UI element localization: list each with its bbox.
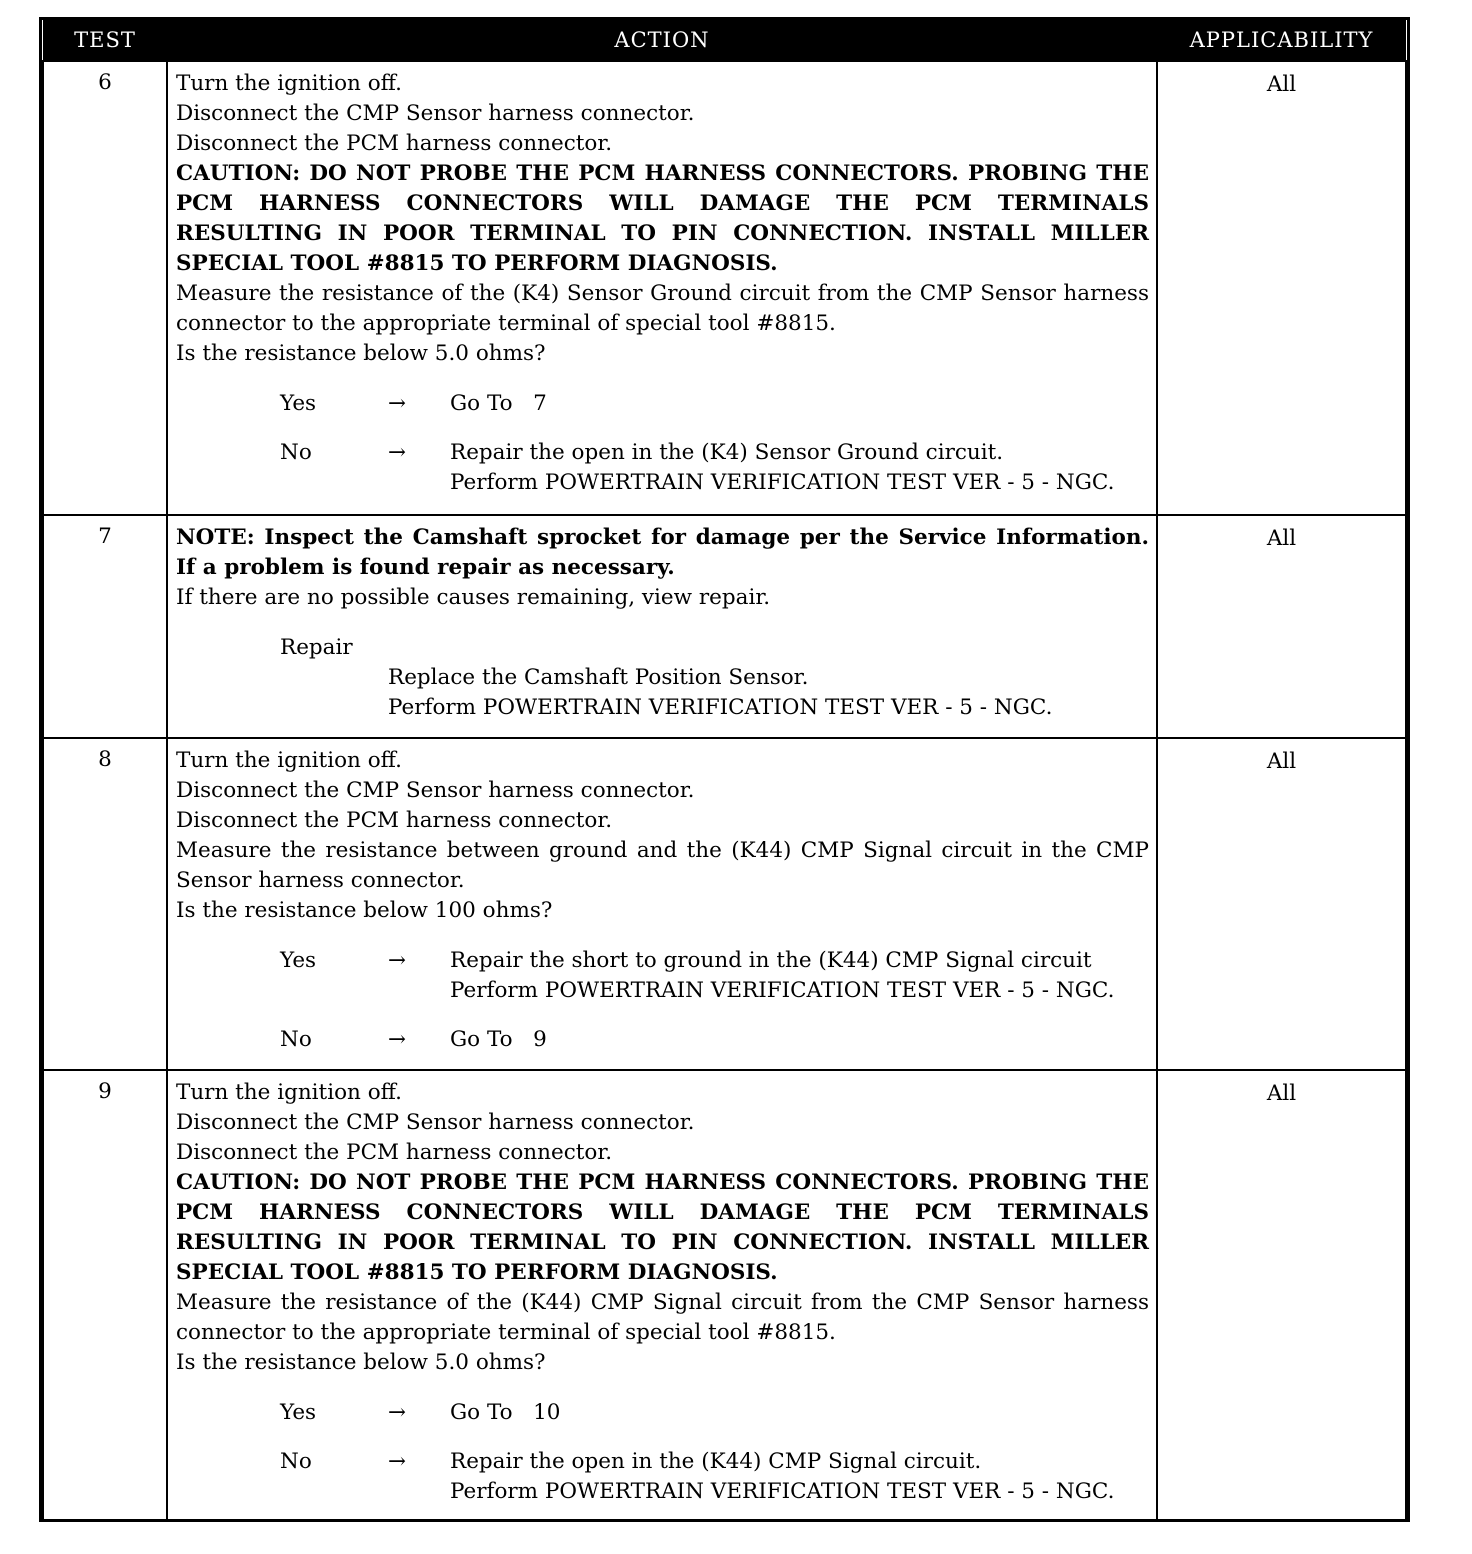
yes-result-line1: Repair the short to ground in the (K44) CMP Signal circuit: [450, 948, 1092, 973]
measure-text: Measure the resistance of the (K4) Sensor Ground circuit from the CMP Sensor harness connector to the appropriate terminal of special tool #8815.: [176, 281, 1149, 336]
table-row-test-8: [43, 738, 1406, 1070]
goto-action: Go To: [450, 1027, 513, 1052]
yes-label: Yes: [280, 1400, 317, 1425]
yes-branch: [280, 1398, 1149, 1428]
action-cell: [167, 738, 1157, 1070]
step-text: Disconnect the CMP Sensor harness connector.: [176, 101, 695, 126]
header-applicability: APPLICABILITY: [1157, 20, 1406, 61]
goto-text: [450, 1025, 1149, 1055]
measure-text: Measure the resistance between ground and the (K44) CMP Signal circuit in the CMP Sensor harness connector.: [176, 838, 1149, 893]
no-label: No: [280, 1449, 312, 1474]
no-branch: [280, 1447, 1149, 1507]
no-result-line1: Repair the open in the (K4) Sensor Ground circuit.: [450, 440, 1004, 465]
goto-text: [450, 389, 1149, 419]
yes-label: Yes: [280, 948, 317, 973]
goto-target: 10: [533, 1400, 561, 1425]
yes-branch: [280, 389, 1149, 419]
goto-text: [450, 1398, 1149, 1428]
action-cell: [167, 1070, 1157, 1521]
question-text: Is the resistance below 5.0 ohms?: [176, 1350, 546, 1375]
goto-target: 7: [533, 391, 547, 416]
caution-text: CAUTION: DO NOT PROBE THE PCM HARNESS CONNECTORS. PROBING THE PCM HARNESS CONNECTORS WILL DAMAGE THE PCM TERMINALS RESULTING IN POOR TERMINAL TO PIN CONNECTION. INSTALL MILLER SPECIAL TOOL #8815 TO PERFORM DIAGNOSIS.: [176, 161, 1149, 276]
no-result-line2: Perform POWERTRAIN VERIFICATION TEST VER - 5 - NGC.: [450, 470, 1115, 495]
goto-action: Go To: [450, 1400, 513, 1425]
repair-line1: Replace the Camshaft Position Sensor.: [388, 665, 809, 690]
arrow-icon: →: [388, 391, 407, 416]
header-test: TEST: [43, 20, 167, 61]
step-text: Disconnect the PCM harness connector.: [176, 808, 613, 833]
test-number: 8: [43, 738, 167, 1070]
question-text: Is the resistance below 100 ohms?: [176, 898, 553, 923]
table-row-test-9: [43, 1070, 1406, 1521]
table-row-test-7: [43, 515, 1406, 738]
table-row-test-6: [43, 61, 1406, 515]
step-text: Disconnect the CMP Sensor harness connector.: [176, 778, 695, 803]
header-action: ACTION: [167, 20, 1157, 61]
yes-result-line2: Perform POWERTRAIN VERIFICATION TEST VER - 5 - NGC.: [450, 978, 1115, 1003]
note-text: NOTE: Inspect the Camshaft sprocket for damage per the Service Information. If a problem is found repair as necessary.: [176, 525, 1149, 580]
arrow-icon: →: [388, 1449, 407, 1474]
diagnostic-test-table: [39, 17, 1410, 1522]
applicability-value: All: [1157, 1070, 1406, 1521]
caution-text: CAUTION: DO NOT PROBE THE PCM HARNESS CONNECTORS. PROBING THE PCM HARNESS CONNECTORS WILL DAMAGE THE PCM TERMINALS RESULTING IN POOR TERMINAL TO PIN CONNECTION. INSTALL MILLER SPECIAL TOOL #8815 TO PERFORM DIAGNOSIS.: [176, 1170, 1149, 1285]
action-cell: [167, 61, 1157, 515]
measure-text: Measure the resistance of the (K44) CMP Signal circuit from the CMP Sensor harness connector to the appropriate terminal of special tool #8815.: [176, 1290, 1149, 1345]
test-number: 6: [43, 61, 167, 515]
step-text: Turn the ignition off.: [176, 748, 402, 773]
no-label: No: [280, 1027, 312, 1052]
arrow-icon: →: [388, 1400, 407, 1425]
applicability-value: All: [1157, 515, 1406, 738]
yes-label: Yes: [280, 391, 317, 416]
step-text: Turn the ignition off.: [176, 1080, 402, 1105]
no-branch: [280, 1025, 1149, 1055]
no-result-line2: Perform POWERTRAIN VERIFICATION TEST VER - 5 - NGC.: [450, 1479, 1115, 1504]
step-text: Turn the ignition off.: [176, 71, 402, 96]
header-row: [43, 20, 1406, 61]
no-branch: [280, 438, 1149, 498]
applicability-value: All: [1157, 738, 1406, 1070]
test-number: 9: [43, 1070, 167, 1521]
arrow-icon: →: [388, 440, 407, 465]
test-table: [42, 20, 1407, 1522]
step-text: Disconnect the CMP Sensor harness connector.: [176, 1110, 695, 1135]
test-number: 7: [43, 515, 167, 738]
repair-label: Repair: [280, 635, 353, 660]
repair-line2: Perform POWERTRAIN VERIFICATION TEST VER - 5 - NGC.: [388, 695, 1053, 720]
yes-branch: [280, 946, 1149, 1006]
goto-target: 9: [533, 1027, 547, 1052]
step-text: Disconnect the PCM harness connector.: [176, 1140, 613, 1165]
question-text: Is the resistance below 5.0 ohms?: [176, 341, 546, 366]
goto-action: Go To: [450, 391, 513, 416]
action-cell: [167, 515, 1157, 738]
step-text: Disconnect the PCM harness connector.: [176, 131, 613, 156]
step-text: If there are no possible causes remaining, view repair.: [176, 585, 771, 610]
arrow-icon: →: [388, 948, 407, 973]
no-result-line1: Repair the open in the (K44) CMP Signal circuit.: [450, 1449, 982, 1474]
no-label: No: [280, 440, 312, 465]
applicability-value: All: [1157, 61, 1406, 515]
arrow-icon: →: [388, 1027, 407, 1052]
